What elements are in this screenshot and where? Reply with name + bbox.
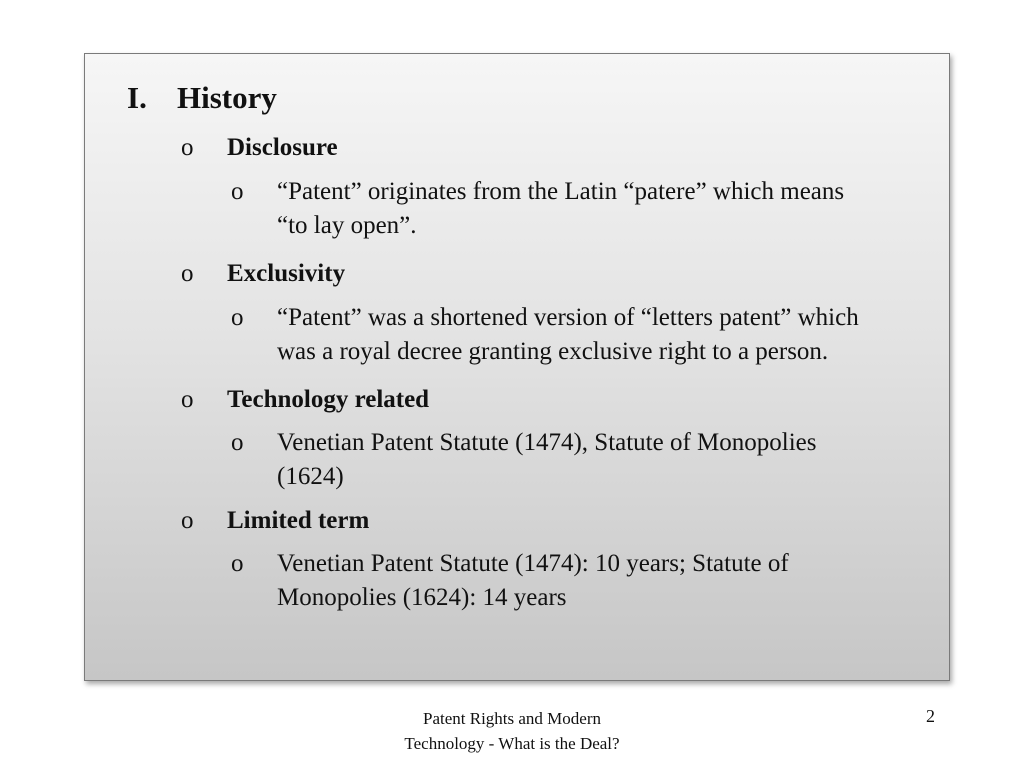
- bullet-icon: o: [231, 550, 244, 577]
- detail-line: was a royal decree granting exclusive right to a person.: [277, 338, 829, 365]
- detail-item: [231, 547, 931, 615]
- detail-line: “Patent” originates from the Latin “patere” which means: [277, 178, 845, 205]
- content-box: [84, 53, 950, 681]
- subheading-disclosure: [181, 134, 338, 162]
- footer-title-line: Patent Rights and Modern: [422, 709, 601, 728]
- bullet-icon: o: [181, 386, 194, 413]
- detail-item: [231, 426, 931, 494]
- detail-line: Monopolies (1624): 14 years: [277, 584, 567, 611]
- detail-text: [277, 426, 931, 494]
- detail-text: [277, 301, 931, 369]
- bullet-icon: o: [231, 178, 244, 205]
- bullet-icon: o: [181, 507, 194, 534]
- heading-number: I.: [127, 80, 147, 115]
- subheading-label: Technology related: [227, 386, 430, 413]
- footer-title: [362, 706, 662, 756]
- detail-line: Venetian Patent Statute (1474), Statute of Monopolies: [277, 429, 817, 456]
- detail-item: [231, 175, 931, 243]
- detail-item: [231, 301, 931, 369]
- detail-line: “to lay open”.: [277, 212, 417, 239]
- bullet-icon: o: [231, 429, 244, 456]
- subheading-label: Limited term: [227, 507, 370, 534]
- detail-line: “Patent” was a shortened version of “letters patent” which: [277, 304, 859, 331]
- subheading-label: Disclosure: [227, 134, 338, 161]
- bullet-icon: o: [181, 260, 194, 287]
- bullet-icon: o: [181, 134, 194, 161]
- detail-text: [277, 175, 931, 243]
- subheading-exclusivity: [181, 260, 345, 288]
- page-number: 2: [926, 706, 935, 726]
- detail-line: Venetian Patent Statute (1474): 10 years; Statute of: [277, 550, 789, 577]
- subheading-limited-term: [181, 507, 369, 535]
- bullet-icon: o: [231, 304, 244, 331]
- detail-line: (1624): [277, 463, 344, 490]
- footer-title-line: Technology - What is the Deal?: [404, 734, 620, 753]
- detail-text: [277, 547, 931, 615]
- subheading-label: Exclusivity: [227, 260, 346, 287]
- section-heading: [127, 80, 277, 116]
- subheading-technology-related: [181, 386, 429, 414]
- heading-title: History: [177, 80, 277, 115]
